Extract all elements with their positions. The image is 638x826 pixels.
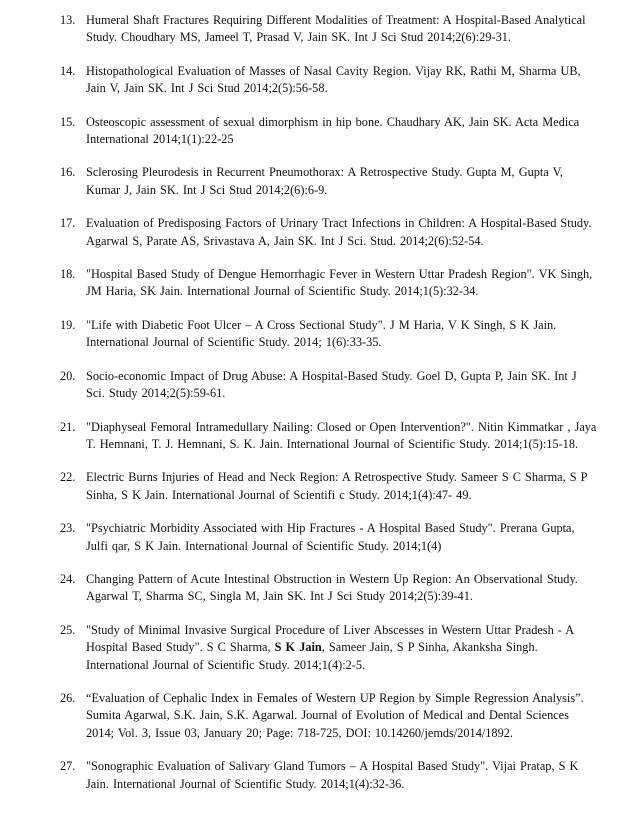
reference-item [60,215,598,250]
reference-text: Histopathological Evaluation of Masses of Nasal Cavity Region. Vijay RK, Rathi M, Sharma UB, Jain V, Jain SK. Int J Sci Stud 2014;2(5):56-58. [86,63,581,96]
reference-text: "Sonographic Evaluation of Salivary Gland Tumors – A Hospital Based Study". Vijai Pratap, S K Jain. International Journal of Scientific Study. 2014;1(4):32-36. [86,759,579,791]
reference-text-part: , Sameer Jain, S P Sinha, Akanksha Singh. International Journal of Scientific Study. 2014;1(4):2-5. [86,640,538,672]
reference-item [60,164,598,199]
reference-text: "Psychiatric Morbidity Associated with Hip Fractures - A Hospital Based Study". Prerana Gupta, Julfi qar, S K Jain. International Journal of Scientific Study. 2014;1(4) [86,521,575,553]
reference-number: 22. [60,470,76,485]
reference-item [60,12,598,47]
reference-text: "Diaphyseal Femoral Intramedullary Nailing: Closed or Open Intervention?". Nitin Kimmatkar , Jaya T. Hemnani, T. J. Hemnani, S. K. Jain. International Journal of Scientific Study. 2014;1(5):15-18. [86,419,597,451]
reference-item [60,690,598,742]
reference-text-part: "Study of Minimal Invasive Surgical Procedure of Liver Abscesses in Western Uttar Pradesh - A Hospital Based Study". S C Sharma, [86,622,574,655]
reference-number: 14. [60,63,76,78]
reference-number: 13. [60,13,76,27]
reference-text: Socio-economic Impact of Drug Abuse: A Hospital-Based Study. Goel D, Gupta P, Jain SK. Int J Sci. Study 2014;2(5):59-61. [86,368,577,401]
reference-number: 23. [60,521,76,536]
reference-number: 17. [60,216,76,231]
reference-text: "Life with Diabetic Foot Ulcer – A Cross Sectional Study". J M Haria, V K Singh, S K Jain. International Journal of Scientific Study. 2014; 1(6):33-35. [86,317,557,350]
reference-item [60,63,598,98]
reference-number: 19. [60,317,76,332]
reference-text: Electric Burns Injuries of Head and Neck Region: A Retrospective Study. Sameer S C Sharma, S P Sinha, S K Jain. International Journal of Scientifi c Study. 2014;1(4):47- 49. [86,470,588,502]
reference-item [60,368,598,403]
reference-text: Evaluation of Predisposing Factors of Urinary Tract Infections in Children: A Hospital-Based Study. Agarwal S, Parate AS, Srivastava A, Jain SK. Int J Sci. Stud. 2014;2(6):52-54. [86,216,592,248]
reference-item [60,114,598,149]
reference-item [60,317,598,352]
reference-number: 18. [60,267,76,282]
reference-item [60,266,598,301]
reference-number: 20. [60,368,76,383]
reference-text: “Evaluation of Cephalic Index in Females of Western UP Region by Simple Regression Analysis”. Sumita Agarwal, S.K. Jain, S.K. Agarwal. Journal of Evolution of Medical and Dental Sciences 2014; Vol. 3, Issue 03, January 20; Page: 718-725, DOI: 10.14260/jemds/2014/1892. [86,690,584,740]
reference-text: "Hospital Based Study of Dengue Hemorrhagic Fever in Western Uttar Pradesh Region". VK Singh, JM Haria, SK Jain. International Journal of Scientific Study. 2014;1(5):32-34. [86,267,593,299]
reference-item [60,758,598,793]
reference-text: Changing Pattern of Acute Intestinal Obstruction in Western Up Region: An Observational Study. Agarwal T, Sharma SC, Singla M, Jain SK. Int J Sci Study 2014;2(5):39-41. [86,571,578,604]
reference-number: 27. [60,759,76,774]
reference-text: Sclerosing Pleurodesis in Recurrent Pneumothorax: A Retrospective Study. Gupta M, Gupta V, Kumar J, Jain SK. Int J Sci Stud 2014;2(6):6-9. [86,165,563,197]
reference-number: 26. [60,690,76,705]
reference-item [60,571,598,606]
reference-list [60,12,598,793]
reference-number: 16. [60,165,76,180]
reference-number: 24. [60,571,76,586]
reference-number: 21. [60,419,76,434]
reference-text [86,622,598,674]
reference-number: 25. [60,622,76,637]
reference-item [60,469,598,504]
reference-item [60,419,598,454]
reference-item [60,520,598,555]
reference-number: 15. [60,114,76,129]
reference-text: Humeral Shaft Fractures Requiring Different Modalities of Treatment: A Hospital-Based Analytical Study. Choudhary MS, Jameel T, Prasad V, Jain SK. Int J Sci Stud 2014;2(6):29-31. [86,13,586,45]
reference-item [60,622,598,674]
highlighted-author: S K Jain [274,640,322,655]
reference-text: Osteoscopic assessment of sexual dimorphism in hip bone. Chaudhary AK, Jain SK. Acta Medica International 2014;1(1):22-25 [86,114,580,147]
